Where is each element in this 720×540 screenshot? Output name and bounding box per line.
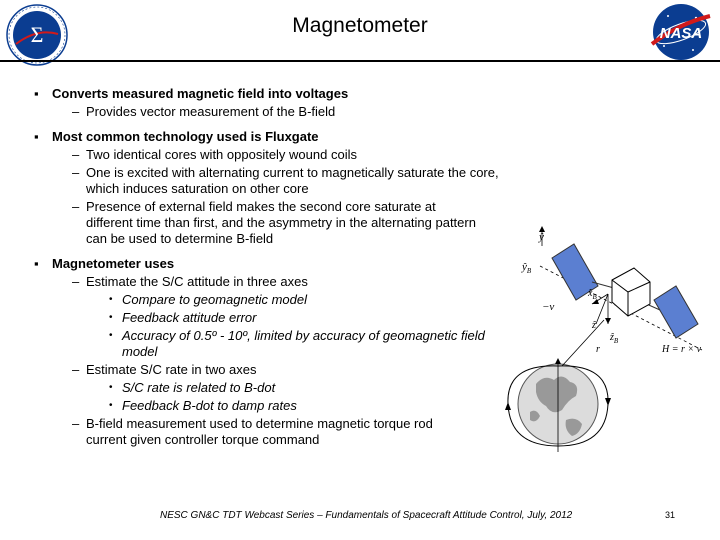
footer-text: NESC GN&C TDT Webcast Series – Fundamentals of Spacecraft Attitude Control, July, 2012 (160, 510, 573, 521)
bullet-3-1: – Estimate the S/C attitude in three axes (72, 274, 308, 289)
spacecraft-bus (612, 268, 650, 316)
bullet-list (34, 86, 514, 448)
label-x-b: $x̂_B$ (588, 288, 597, 301)
solar-panel-right (654, 286, 698, 338)
bullet-3-2: – Estimate S/C rate in two axes (72, 362, 257, 377)
nesc-sigma: Σ (30, 22, 44, 47)
radius-vector (562, 320, 604, 366)
label-y-b: $ŷ_B$ (522, 261, 532, 275)
bullet-3-1-1: • Compare to geomagnetic model (109, 292, 307, 307)
label-z-b: ẑ$_B$ (610, 332, 619, 345)
bullet-3: ▪ Magnetometer uses (34, 256, 175, 271)
bullet-1: ▪ Converts measured magnetic field into voltages (34, 86, 349, 101)
bullet-3-2-2: • Feedback B-dot to damp rates (109, 398, 297, 413)
label-h-eq: H = r × v (662, 344, 702, 355)
label-r: r (596, 344, 600, 355)
label-z-hat: ẑ (592, 320, 596, 331)
bullet-2-3: – Presence of external field makes the second core saturate at different time than first, and the asymmetry in the alternating pattern can be used to determine B-field (72, 199, 476, 246)
bullet-3-1-3: • Accuracy of 0.5º - 10º, limited by accuracy of geomagnetic field model (109, 328, 485, 359)
bullet-3-3: – B-field measurement used to determine magnetic torque rod current given controller torque command (72, 416, 433, 447)
bullet-3-2-1: • S/C rate is related to B-dot (109, 380, 276, 395)
title-rule (0, 60, 720, 62)
bullet-2-1: – Two identical cores with oppositely wound coils (72, 147, 357, 162)
label-y-hat: ŷ (539, 231, 544, 243)
bullet-2-2: – One is excited with alternating current to magnetically saturate the core, which induces saturation on other core (72, 165, 499, 196)
bullet-2: ▪ Most common technology used is Fluxgate (34, 129, 319, 144)
page-number: 31 (665, 510, 676, 520)
slide-title: Magnetometer (292, 14, 428, 37)
bullet-3-1-2: • Feedback attitude error (109, 310, 257, 325)
label-neg-v: −v (542, 301, 555, 313)
nasa-wordmark: NASA (659, 25, 703, 42)
orbit-figure (496, 224, 710, 464)
bullet-1-1: – Provides vector measurement of the B-field (72, 104, 336, 119)
